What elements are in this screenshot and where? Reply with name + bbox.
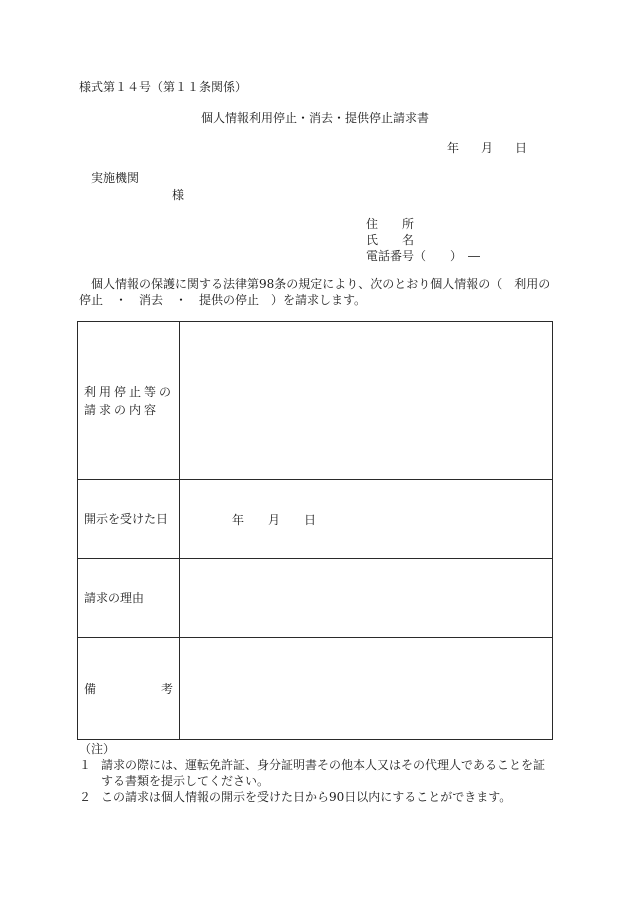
date-year-label: 年 xyxy=(447,141,460,155)
table-row xyxy=(78,559,553,638)
form-number: 様式第１４号（第１１条関係） xyxy=(79,80,248,94)
notes-heading: （注） xyxy=(79,742,116,756)
remarks-field[interactable] xyxy=(180,638,553,740)
disclosure-day-label: 日 xyxy=(304,512,317,527)
reason-field[interactable] xyxy=(180,559,553,638)
note-text: この請求は個人情報の開示を受けた日から90日以内にすることができます。 xyxy=(101,790,512,804)
name-label: 氏 名 xyxy=(366,233,415,247)
request-content-label xyxy=(78,322,180,480)
phone-label: 電話番号（ ） ― xyxy=(366,249,481,263)
disclosure-year-label: 年 xyxy=(232,512,245,527)
note-item xyxy=(79,757,555,789)
notes-section xyxy=(79,741,555,805)
date-month-label: 月 xyxy=(481,141,494,155)
address-label: 住 所 xyxy=(366,217,415,231)
note-text: 請求の際には、運転免許証、身分証明書その他本人又はその代理人であることを証する書類を提示してください。 xyxy=(101,758,546,788)
table-row xyxy=(78,638,553,740)
disclosure-date-field[interactable] xyxy=(180,480,553,559)
remarks-label-right: 考 xyxy=(160,681,173,696)
recipient-organization: 実施機関 xyxy=(91,171,140,185)
table-row xyxy=(78,480,553,559)
remarks-label xyxy=(78,638,180,740)
reason-label: 請求の理由 xyxy=(78,559,180,638)
request-date xyxy=(447,141,527,155)
note-number: １ xyxy=(79,758,92,772)
request-content-label-line2: 請求の内容 xyxy=(84,402,160,417)
document-title: 個人情報利用停止・消去・提供停止請求書 xyxy=(200,111,429,125)
disclosure-date-label: 開示を受けた日 xyxy=(78,480,180,559)
disclosure-month-label: 月 xyxy=(268,512,281,527)
remarks-label-left: 備 xyxy=(84,681,97,696)
note-item xyxy=(79,789,555,805)
table-row xyxy=(78,322,553,480)
request-table xyxy=(77,321,553,740)
note-number: ２ xyxy=(79,790,92,804)
date-day-label: 日 xyxy=(515,141,528,155)
request-content-field[interactable] xyxy=(180,322,553,480)
intro-paragraph xyxy=(79,276,555,308)
recipient-honorific: 様 xyxy=(172,188,185,202)
applicant-info xyxy=(366,217,480,265)
request-content-label-line1: 利用停止等の xyxy=(84,384,175,399)
intro-text: 個人情報の保護に関する法律第98条の規定により、次のとおり個人情報の（ 利用の停止 ・ 消去 ・ 提供の停止 ）を請求します。 xyxy=(79,277,551,307)
